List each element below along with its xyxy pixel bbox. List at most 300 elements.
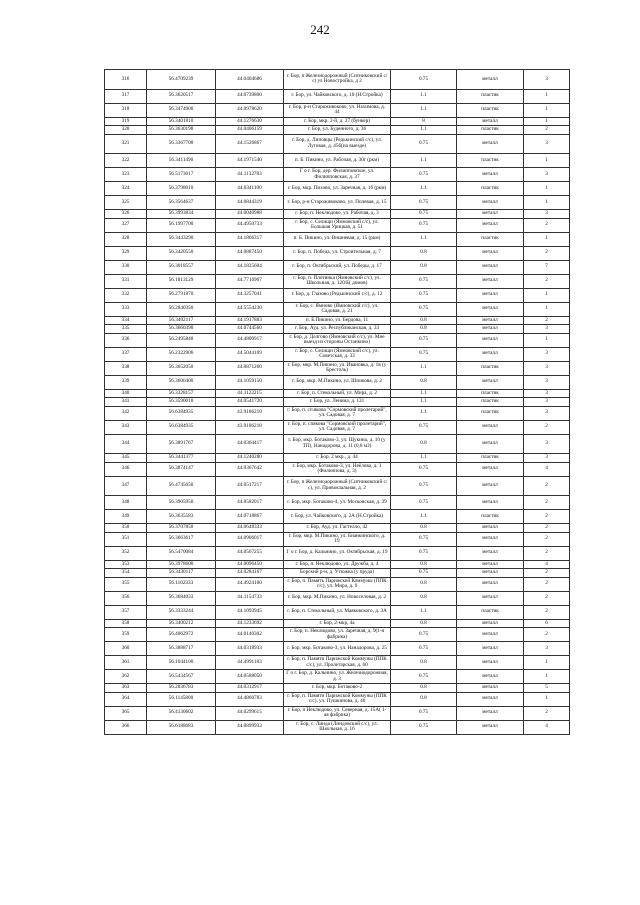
- row-number: 335: [105, 325, 147, 334]
- material-cell: пластик: [457, 398, 524, 407]
- table-row: [105, 274, 570, 288]
- row-number: 330: [105, 260, 147, 274]
- row-number: 326: [105, 210, 147, 219]
- address-cell: г. Бор, ул. Ленина, д. 131: [284, 398, 391, 407]
- count-cell: 2: [524, 577, 570, 591]
- table-row: [105, 246, 570, 260]
- longitude-cell: 44.0648333: [216, 524, 284, 533]
- count-cell: 1: [524, 232, 570, 246]
- material-cell: пластик: [457, 361, 524, 375]
- longitude-cell: 44.4860783: [216, 692, 284, 706]
- longitude-cell: 44.7716967: [216, 274, 284, 288]
- count-cell: 2: [524, 126, 570, 135]
- table-row: [105, 196, 570, 210]
- table-row: [105, 347, 570, 361]
- count-cell: 2: [524, 569, 570, 578]
- volume-cell: 0.75: [391, 476, 457, 496]
- row-number: 341: [105, 398, 147, 407]
- table-row: [105, 117, 570, 126]
- volume-cell: 0.8: [391, 684, 457, 693]
- address-cell: г. Бор, с. Ямново (Ямновский с/с), ул. Садовая, д. 21: [284, 302, 391, 316]
- address-cell: г. Бор, мкр. Ботаково-3, ул. Неёлова, д. 1 (Филиппова, д. 3): [284, 462, 391, 476]
- table-row: [105, 134, 570, 154]
- material-cell: металл: [457, 524, 524, 533]
- address-cell: г. Бор, п. Стекольный, ул. Маяковского, д. 3А: [284, 605, 391, 619]
- latitude-cell: 56.3660390: [147, 325, 216, 334]
- longitude-cell: 44.0899933: [216, 720, 284, 734]
- count-cell: 1: [524, 182, 570, 196]
- count-cell: 1: [524, 692, 570, 706]
- material-cell: пластик: [457, 510, 524, 524]
- volume-cell: 1.1: [391, 89, 457, 103]
- table-row: [105, 462, 570, 476]
- table-row: [105, 70, 570, 90]
- longitude-cell: 44.0541720: [216, 398, 284, 407]
- longitude-cell: 44.0718867: [216, 510, 284, 524]
- material-cell: металл: [457, 462, 524, 476]
- address-cell: г. Бор, п Железнодорожный (Ситниковский с/с), ул. Привокзальная, д. 2: [284, 476, 391, 496]
- address-cell: г. Бор, мкр. Ботаково-2: [284, 684, 391, 693]
- volume-cell: 0.75: [391, 720, 457, 734]
- address-cell: г. Бор, р-н Староживоково, ул. Нахимова, д. 44: [284, 103, 391, 117]
- row-number: 323: [105, 168, 147, 182]
- count-cell: 2: [524, 274, 570, 288]
- address-cell: г. Бор, мкр. Ботаково-3, ул. Щукина, д. 10 (у ТП), Нанадорова, д. 11 (0,8 м3): [284, 434, 391, 454]
- container-sites-table: [104, 69, 570, 735]
- latitude-cell: 56.1813129: [147, 274, 216, 288]
- row-number: 319: [105, 117, 147, 126]
- material-cell: металл: [457, 168, 524, 182]
- latitude-cell: 56.3891767: [147, 434, 216, 454]
- count-cell: 1: [524, 89, 570, 103]
- longitude-cell: 44.1154733: [216, 591, 284, 605]
- volume-cell: 0.75: [391, 420, 457, 434]
- table-row: [105, 154, 570, 168]
- table-row: [105, 524, 570, 533]
- latitude-cell: 56.6384935: [147, 406, 216, 420]
- material-cell: металл: [457, 420, 524, 434]
- count-cell: 1: [524, 302, 570, 316]
- row-number: 333: [105, 302, 147, 316]
- row-number: 352: [105, 546, 147, 560]
- latitude-cell: 56.4130602: [147, 706, 216, 720]
- count-cell: 6: [524, 619, 570, 628]
- row-number: 332: [105, 288, 147, 302]
- longitude-cell: 44.0312917: [216, 684, 284, 693]
- row-number: 366: [105, 720, 147, 734]
- volume-cell: 0.8: [391, 692, 457, 706]
- row-number: 331: [105, 274, 147, 288]
- address-cell: г. Бор, ул. Буденного, д. 36: [284, 126, 391, 135]
- row-number: 351: [105, 532, 147, 546]
- row-number: 343: [105, 420, 147, 434]
- count-cell: 3: [524, 210, 570, 219]
- row-number: 346: [105, 462, 147, 476]
- address-cell: г. Бор, п. сп.якова "Сормовский пролетарий", ул. Садовая, д. 7: [284, 406, 391, 420]
- material-cell: пластик: [457, 89, 524, 103]
- material-cell: металл: [457, 569, 524, 578]
- longitude-cell: 44.0582017: [216, 496, 284, 510]
- volume-cell: 1.1: [391, 510, 457, 524]
- material-cell: металл: [457, 375, 524, 389]
- count-cell: 2: [524, 316, 570, 325]
- volume-cell: 0.75: [391, 628, 457, 642]
- count-cell: 2: [524, 496, 570, 510]
- address-cell: г. Бор, мкр. 2-й, д. 27 (бункер): [284, 117, 391, 126]
- latitude-cell: 56.3630198: [147, 126, 216, 135]
- table-row: [105, 670, 570, 684]
- count-cell: 1: [524, 154, 570, 168]
- address-cell: п. Б.Пикино, ул. Бердова, 11: [284, 316, 391, 325]
- count-cell: 1: [524, 656, 570, 670]
- volume-cell: 8: [391, 117, 457, 126]
- longitude-cell: 44.1825604: [216, 260, 284, 274]
- table-row: [105, 692, 570, 706]
- row-number: 336: [105, 333, 147, 347]
- latitude-cell: 56.3367700: [147, 134, 216, 154]
- row-number: 322: [105, 154, 147, 168]
- address-cell: г. Бор, п. Октябрьский, ул. Победы, д. 17: [284, 260, 391, 274]
- row-number: 362: [105, 670, 147, 684]
- table-row: [105, 628, 570, 642]
- row-number: 340: [105, 389, 147, 398]
- volume-cell: 0.75: [391, 70, 457, 90]
- latitude-cell: 56.3564637: [147, 196, 216, 210]
- address-cell: г. Бор, д. Глазово (Редькинский с/с), д. 12: [284, 288, 391, 302]
- row-number: 353: [105, 560, 147, 569]
- longitude-cell: 44.5554230: [216, 302, 284, 316]
- latitude-cell: 56.3606400: [147, 375, 216, 389]
- longitude-cell: 44.4924100: [216, 577, 284, 591]
- row-number: 324: [105, 182, 147, 196]
- latitude-cell: 56.3420550: [147, 246, 216, 260]
- material-cell: пластик: [457, 103, 524, 117]
- material-cell: металл: [457, 70, 524, 90]
- material-cell: металл: [457, 333, 524, 347]
- address-cell: г. Бор, п Железнодорожный (Ситниковский с/с) ул Новостройка, д 2: [284, 70, 391, 90]
- material-cell: металл: [457, 288, 524, 302]
- latitude-cell: 56.3620517: [147, 89, 216, 103]
- latitude-cell: 56.2840350: [147, 302, 216, 316]
- row-number: 317: [105, 89, 147, 103]
- latitude-cell: 56.6384935: [147, 420, 216, 434]
- latitude-cell: 56.3635583: [147, 510, 216, 524]
- material-cell: металл: [457, 706, 524, 720]
- material-cell: металл: [457, 656, 524, 670]
- row-number: 361: [105, 656, 147, 670]
- material-cell: металл: [457, 720, 524, 734]
- material-cell: металл: [457, 619, 524, 628]
- table-row: [105, 569, 570, 578]
- volume-cell: 0.75: [391, 496, 457, 510]
- row-number: 321: [105, 134, 147, 154]
- table-row: [105, 532, 570, 546]
- latitude-cell: 56.3978600: [147, 560, 216, 569]
- count-cell: 5: [524, 684, 570, 693]
- row-number: 316: [105, 70, 147, 90]
- material-cell: металл: [457, 196, 524, 210]
- address-cell: г. Бор, п. Памяти Парижской Коммуны (ППК с/с), ул. Пушкинова, д. 40: [284, 692, 391, 706]
- longitude-cell: 44.1122215: [216, 389, 284, 398]
- longitude-cell: 43.9186210: [216, 406, 284, 420]
- volume-cell: 0.75: [391, 168, 457, 182]
- table-row: [105, 361, 570, 375]
- volume-cell: 0.8: [391, 375, 457, 389]
- longitude-cell: 44.0887450: [216, 246, 284, 260]
- longitude-cell: 44.1233692: [216, 619, 284, 628]
- material-cell: металл: [457, 546, 524, 560]
- latitude-cell: 56.5470084: [147, 546, 216, 560]
- latitude-cell: 56.4062972: [147, 628, 216, 642]
- longitude-cell: 44.0299615: [216, 706, 284, 720]
- table-row: [105, 546, 570, 560]
- volume-cell: 0.8: [391, 325, 457, 334]
- latitude-cell: 56.3441377: [147, 454, 216, 463]
- row-number: 348: [105, 496, 147, 510]
- longitude-cell: 44.0978620: [216, 103, 284, 117]
- address-cell: п. Б. Пикино, ул. Рабочая, д. 30г (ркм): [284, 154, 391, 168]
- volume-cell: 1.1: [391, 361, 457, 375]
- table-row: [105, 232, 570, 246]
- volume-cell: 0.75: [391, 670, 457, 684]
- table-row: [105, 218, 570, 232]
- row-number: 364: [105, 692, 147, 706]
- latitude-cell: 56.3874147: [147, 462, 216, 476]
- count-cell: 2: [524, 706, 570, 720]
- volume-cell: 0.75: [391, 218, 457, 232]
- material-cell: пластик: [457, 406, 524, 420]
- material-cell: металл: [457, 496, 524, 510]
- count-cell: 2: [524, 476, 570, 496]
- count-cell: 4: [524, 720, 570, 734]
- material-cell: металл: [457, 325, 524, 334]
- count-cell: 3: [524, 406, 570, 420]
- count-cell: 1: [524, 333, 570, 347]
- latitude-cell: 56.3993834: [147, 210, 216, 219]
- latitude-cell: 56.3333244: [147, 605, 216, 619]
- address-cell: г. Бор, п. Память Парижской Коммуны (ППК с/с), ул. Мира, д. 9: [284, 577, 391, 591]
- count-cell: 3: [524, 434, 570, 454]
- volume-cell: 0.75: [391, 274, 457, 288]
- latitude-cell: 56.4709239: [147, 70, 216, 90]
- latitude-cell: 56.1997700: [147, 218, 216, 232]
- latitude-cell: 56.2322906: [147, 347, 216, 361]
- table-row: [105, 288, 570, 302]
- table-row: [105, 333, 570, 347]
- longitude-cell: 44.1917883: [216, 316, 284, 325]
- material-cell: металл: [457, 692, 524, 706]
- longitude-cell: 44.0588050: [216, 670, 284, 684]
- volume-cell: 0.8: [391, 656, 457, 670]
- volume-cell: 0.8: [391, 246, 457, 260]
- address-cell: г. Бор, п. Памяти Парижской Коммуны (ППК с/с), ул. Пролетарская, д. 60: [284, 656, 391, 670]
- count-cell: 4: [524, 560, 570, 569]
- count-cell: 3: [524, 347, 570, 361]
- longitude-cell: 44.1866317: [216, 232, 284, 246]
- longitude-cell: 44.1526867: [216, 134, 284, 154]
- table-row: [105, 577, 570, 591]
- row-number: 356: [105, 591, 147, 605]
- table-row: [105, 302, 570, 316]
- address-cell: г. Бор, мкр. Ботаково-3, ул. Нанадорова, д. 25: [284, 642, 391, 656]
- longitude-cell: 44.1132783: [216, 168, 284, 182]
- table-row: [105, 619, 570, 628]
- table-row: [105, 398, 570, 407]
- address-cell: г. Бор, п. спякова "Сормовский пролетарий", ул. Садовая, д. 7: [284, 420, 391, 434]
- material-cell: металл: [457, 532, 524, 546]
- count-cell: 3: [524, 168, 570, 182]
- latitude-cell: 56.3905950: [147, 496, 216, 510]
- latitude-cell: 56.3402117: [147, 316, 216, 325]
- material-cell: металл: [457, 134, 524, 154]
- table-row: [105, 496, 570, 510]
- address-cell: г. Бор, п. Стекольный, ул. Мира, д. 2: [284, 389, 391, 398]
- table-row: [105, 476, 570, 496]
- table-row: [105, 182, 570, 196]
- longitude-cell: 44.0040988: [216, 210, 284, 219]
- latitude-cell: 56.3400212: [147, 619, 216, 628]
- address-cell: г. Бор, мкр. М.Пикино, ул. Бианкинского, д. 19: [284, 532, 391, 546]
- latitude-cell: 56.3707850: [147, 524, 216, 533]
- volume-cell: 0.75: [391, 569, 457, 578]
- latitude-cell: 56.2836783: [147, 684, 216, 693]
- latitude-cell: 56.1044100: [147, 656, 216, 670]
- row-number: 344: [105, 434, 147, 454]
- address-cell: Г о г. Бор, д. Кальнино, ул. Железнодорожная, д. 3: [284, 670, 391, 684]
- count-cell: 7: [524, 260, 570, 274]
- volume-cell: 0.8: [391, 591, 457, 605]
- row-number: 365: [105, 706, 147, 720]
- row-number: 363: [105, 684, 147, 693]
- table-row: [105, 126, 570, 135]
- volume-cell: 0.75: [391, 288, 457, 302]
- longitude-cell: 44.0567255: [216, 546, 284, 560]
- table-row: [105, 325, 570, 334]
- address-cell: г. Бор, мкр. М.Пикино, ул. Ивановка, д. 1в (у Брестоль): [284, 361, 391, 375]
- table-row: [105, 375, 570, 389]
- address-cell: г. Бор, п. Плотинка (Ямновский с/с), ул. Школьная, д. 120/Б( домов): [284, 274, 391, 288]
- latitude-cell: 56.5173017: [147, 168, 216, 182]
- volume-cell: 1.1: [391, 126, 457, 135]
- longitude-cell: 44.1093945: [216, 605, 284, 619]
- address-cell: г. Бор, ул. Чайковского, д. 2А (Н.Стройка): [284, 510, 391, 524]
- table-body: [105, 70, 570, 735]
- volume-cell: 0.75: [391, 196, 457, 210]
- count-cell: 3: [524, 642, 570, 656]
- count-cell: 2: [524, 532, 570, 546]
- count-cell: 2: [524, 246, 570, 260]
- latitude-cell: 56.4745650: [147, 476, 216, 496]
- count-cell: 2: [524, 546, 570, 560]
- address-cell: г. Бор, п. Неклюдово, ул. Дружба, д. 4: [284, 560, 391, 569]
- volume-cell: 0.75: [391, 546, 457, 560]
- longitude-cell: 44.1240280: [216, 454, 284, 463]
- volume-cell: 1.1: [391, 103, 457, 117]
- row-number: 329: [105, 246, 147, 260]
- volume-cell: 0.75: [391, 642, 457, 656]
- address-cell: г. Бор, ул. Чайковского, д. 10 (Н.Стройка): [284, 89, 391, 103]
- row-number: 334: [105, 316, 147, 325]
- count-cell: 2: [524, 218, 570, 232]
- material-cell: металл: [457, 246, 524, 260]
- row-number: 320: [105, 126, 147, 135]
- table-row: [105, 420, 570, 434]
- longitude-cell: 44.0906017: [216, 532, 284, 546]
- volume-cell: 0.75: [391, 333, 457, 347]
- row-number: 325: [105, 196, 147, 210]
- table-row: [105, 605, 570, 619]
- latitude-cell: 56.3018557: [147, 260, 216, 274]
- address-cell: г. Бор, мкр. Пихово, ул. Заречная, д. 16 (ркм): [284, 182, 391, 196]
- table-row: [105, 720, 570, 734]
- volume-cell: 0.75: [391, 532, 457, 546]
- address-cell: г. Бор, с. Селищи (Ямновский с/с), ул. Советская, д. 33: [284, 347, 391, 361]
- latitude-cell: 56.3328157: [147, 389, 216, 398]
- longitude-cell: 43.9186210: [216, 420, 284, 434]
- material-cell: металл: [457, 684, 524, 693]
- volume-cell: 1.1: [391, 232, 457, 246]
- volume-cell: 1.1: [391, 454, 457, 463]
- address-cell: г. Бор, п. Неклюдово, ул. Заречная, д. 9(1-я фабрика): [284, 628, 391, 642]
- count-cell: 3: [524, 389, 570, 398]
- count-cell: 1: [524, 196, 570, 210]
- address-cell: г. Бор, Ауд. ул. Республиканская, д. 33: [284, 325, 391, 334]
- volume-cell: 0.8: [391, 434, 457, 454]
- table-row: [105, 89, 570, 103]
- table-row: [105, 260, 570, 274]
- row-number: 338: [105, 361, 147, 375]
- longitude-cell: 44.0341100: [216, 182, 284, 196]
- table-row: [105, 316, 570, 325]
- table-row: [105, 434, 570, 454]
- table-row: [105, 168, 570, 182]
- address-cell: г. Бор, п Неклюдово, ул. Северная, д. 15А( 1-ая фабрика): [284, 706, 391, 720]
- material-cell: металл: [457, 316, 524, 325]
- material-cell: металл: [457, 560, 524, 569]
- row-number: 345: [105, 454, 147, 463]
- latitude-cell: 56.3401810: [147, 117, 216, 126]
- material-cell: пластик: [457, 126, 524, 135]
- row-number: 360: [105, 642, 147, 656]
- address-cell: г. Бор, мкр. М.Пикино, ул. Новоселовая, д. 2: [284, 591, 391, 605]
- longitude-cell: 44.0744560: [216, 325, 284, 334]
- longitude-cell: 44.1276630: [216, 117, 284, 126]
- material-cell: металл: [457, 434, 524, 454]
- material-cell: металл: [457, 670, 524, 684]
- count-cell: 1: [524, 670, 570, 684]
- longitude-cell: 44.0318933: [216, 642, 284, 656]
- row-number: 327: [105, 218, 147, 232]
- row-number: 359: [105, 628, 147, 642]
- row-number: 328: [105, 232, 147, 246]
- volume-cell: 0.75: [391, 210, 457, 219]
- material-cell: пластик: [457, 154, 524, 168]
- latitude-cell: 56.1145800: [147, 692, 216, 706]
- material-cell: металл: [457, 577, 524, 591]
- address-cell: г. Бор, р-н Староживоково, ул. Полевая, д. 15: [284, 196, 391, 210]
- volume-cell: 1.1: [391, 154, 457, 168]
- count-cell: 2: [524, 510, 570, 524]
- longitude-cell: 44.3257041: [216, 288, 284, 302]
- address-cell: г. Бор, п. Неклюдово, ул. Рабочая, д. 3: [284, 210, 391, 219]
- address-cell: Г о г. Бор, д. Кальнино, ул. Октябрьская, д. 19: [284, 546, 391, 560]
- table-row: [105, 454, 570, 463]
- volume-cell: 0.75: [391, 462, 457, 476]
- volume-cell: 0.8: [391, 577, 457, 591]
- latitude-cell: 56.3888717: [147, 642, 216, 656]
- count-cell: 2: [524, 524, 570, 533]
- table-row: [105, 706, 570, 720]
